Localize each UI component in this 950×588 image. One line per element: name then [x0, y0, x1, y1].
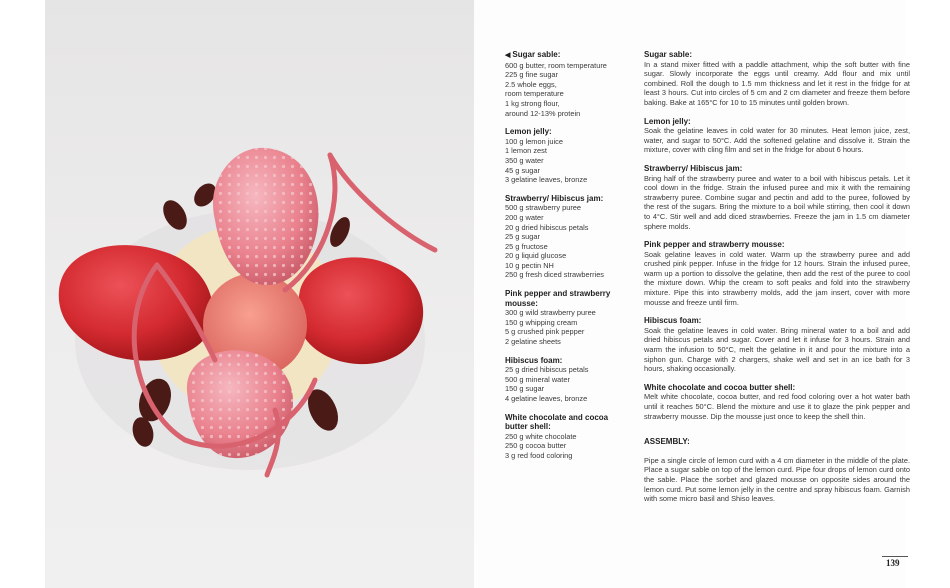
ingredient-line: 150 g sugar: [505, 384, 545, 394]
ingredient-line: 250 g fresh diced strawberries: [505, 270, 605, 280]
ingredient-heading: Hibiscus foam:: [505, 355, 563, 365]
method-heading: Hibiscus foam:: [644, 316, 702, 326]
ingredient-line: 100 g lemon juice: [505, 136, 563, 146]
ingredient-line: room temperature: [505, 89, 564, 99]
ingredients-column: [505, 50, 625, 470]
ingredient-heading: Pink pepper and strawberry mousse:: [505, 289, 611, 308]
method-section: [644, 316, 910, 374]
ingredient-line: 2 gelatine sheets: [505, 337, 561, 347]
page-marker-icon: ◀: [505, 52, 511, 59]
ingredient-line: 200 g water: [505, 212, 544, 222]
strawberry-right: [298, 257, 423, 364]
method-section: [644, 240, 910, 307]
ingredient-line: 20 g liquid glucose: [505, 251, 567, 261]
ingredient-line: 25 g dried hibiscus petals: [505, 365, 589, 375]
ingredient-line: 10 g pectin NH: [505, 260, 554, 270]
method-heading: Strawberry/ Hibiscus jam:: [644, 163, 743, 173]
ingredient-line: around 12-13% protein: [505, 108, 581, 118]
ingredient-line: 600 g butter, room temperature: [505, 60, 607, 70]
ingredient-heading: Strawberry/ Hibiscus jam:: [505, 193, 604, 203]
page-number-rule: [882, 556, 908, 557]
ingredient-line: 20 g dried hibiscus petals: [505, 222, 589, 232]
ingredient-section: [505, 50, 625, 118]
ingredient-line: 25 g fructose: [505, 241, 548, 251]
ingredient-section: [505, 413, 625, 461]
ingredient-line: 3 g red food coloring: [505, 450, 573, 460]
method-section: [644, 50, 910, 108]
ingredient-line: 250 g white chocolate: [505, 431, 577, 441]
method-heading: Lemon jelly:: [644, 116, 691, 126]
ingredient-line: 350 g water: [505, 155, 544, 165]
ingredient-line: 250 g cocoa butter: [505, 441, 567, 451]
method-heading: Sugar sable:: [644, 50, 693, 59]
ingredient-heading: White chocolate and cocoa butter shell:: [505, 412, 609, 432]
ingredient-line: 25 g sugar: [505, 232, 540, 242]
dessert-illustration: [45, 0, 474, 588]
ingredient-line: 3 gelatine leaves, bronze: [505, 175, 588, 185]
ingredient-line: 1 kg strong flour,: [505, 98, 560, 108]
method-heading: Pink pepper and strawberry mousse:: [644, 240, 785, 250]
method-column: [644, 50, 910, 513]
assembly-heading: ASSEMBLY:: [644, 437, 690, 447]
ingredient-line: 300 g wild strawberry puree: [505, 308, 596, 318]
ingredient-line: 500 g mineral water: [505, 374, 570, 384]
ingredient-line: 225 g fine sugar: [505, 70, 559, 80]
ingredient-section: [505, 194, 625, 280]
ingredient-section: [505, 127, 625, 185]
ingredient-line: 150 g whipping cream: [505, 317, 578, 327]
assembly-text: Pipe a single circle of lemon curd with a 4 cm diameter in the middle of the plate. Place a sugar sable on top of the lemon curd. Pipe four drops of lemon curd onto the sable. Place the sorbet and glazed mousse on opposite sides around the lemon curd. Put some lemon jelly in the centre and spray hibiscus foam. Garnish with some micro basil and Shiso leaves.: [644, 455, 910, 504]
method-text: Melt white chocolate, cocoa butter, and red food coloring over a hot water bath until it reaches 50°C. Blend the mixture and use it to glaze the pink pepper and strawberry mousse. Dip the mousse just once to keep the shell thin.: [644, 392, 910, 421]
method-section: [644, 117, 910, 155]
ingredient-line: 500 g strawberry puree: [505, 203, 581, 213]
method-section: [644, 164, 910, 231]
page-number: 139: [886, 558, 900, 568]
ingredient-line: 2.5 whole eggs,: [505, 79, 557, 89]
ingredient-heading: Sugar sable:: [512, 50, 561, 59]
ingredient-heading: Lemon jelly:: [505, 127, 552, 137]
dessert-photo: [45, 0, 474, 588]
method-heading: White chocolate and cocoa butter shell:: [644, 382, 796, 392]
method-section: [644, 383, 910, 421]
ingredient-section: [505, 356, 625, 404]
method-text: Soak gelatine leaves in cold water. Warm up the strawberry puree and add crushed pink pepper. Infuse in the fridge for 12 hours. Strain the infused puree, warm up a portion to dissolve the gelatine, then add the rest of the puree to cool the mixture down. Whip the cream to soft peaks and fold into the strawberry mixture. Pipe this into strawberry molds, add the jam insert, cover with more mousse and freeze until firm.: [644, 249, 910, 307]
method-text: In a stand mixer fitted with a paddle attachment, whip the soft butter with fine sugar. Slowly incorporate the eggs until creamy. Add flour and mix until combined. Roll the dough to 1.5 mm thickness and let it rest in the fridge for at least 3 hours. Cut into circles of 5 cm and 2 cm diameter and freeze them before baking. Bake at 165°C for 10 to 15 minutes until golden brown.: [644, 59, 910, 107]
method-text: Bring half of the strawberry puree and water to a boil with hibiscus petals. Let it cool down in the fridge. Strain the infused puree and mix it with the remaining strawberry puree. Combine sugar and pectin and add to the puree, followed by the rest of the sugars. Bring the mixture to a boil while stirring, then cool it down to 4°C. Stir well and add diced strawberries. Freeze the jam in 1.5 cm diameter sphere molds.: [644, 173, 910, 231]
method-text: Soak the gelatine leaves in cold water. Bring mineral water to a boil and add dried hibiscus petals and sugar. Cover and let it infuse for 3 hours. Strain and warm the infusion to 50°C, melt the gelatine in it and pour the mixture into a siphon gun. Charge with 2 chargers, shake well and set in an ice bath for 3 hours, shaking occasionally.: [644, 325, 910, 374]
assembly-section: [644, 437, 910, 504]
ingredient-line: 4 gelatine leaves, bronze: [505, 394, 588, 403]
ingredient-line: 1 lemon zest: [505, 146, 547, 156]
ingredient-line: 5 g crushed pink pepper: [505, 327, 585, 337]
ingredient-line: 45 g sugar: [505, 165, 540, 175]
ingredient-section: [505, 289, 625, 347]
method-text: Soak the gelatine leaves in cold water for 30 minutes. Heat lemon juice, zest, water, and sugar to 50°C. Add the softened gelatine and dissolve it. Strain the mixture, cover with cling film and set in the fridge for about 6 hours.: [644, 126, 910, 155]
